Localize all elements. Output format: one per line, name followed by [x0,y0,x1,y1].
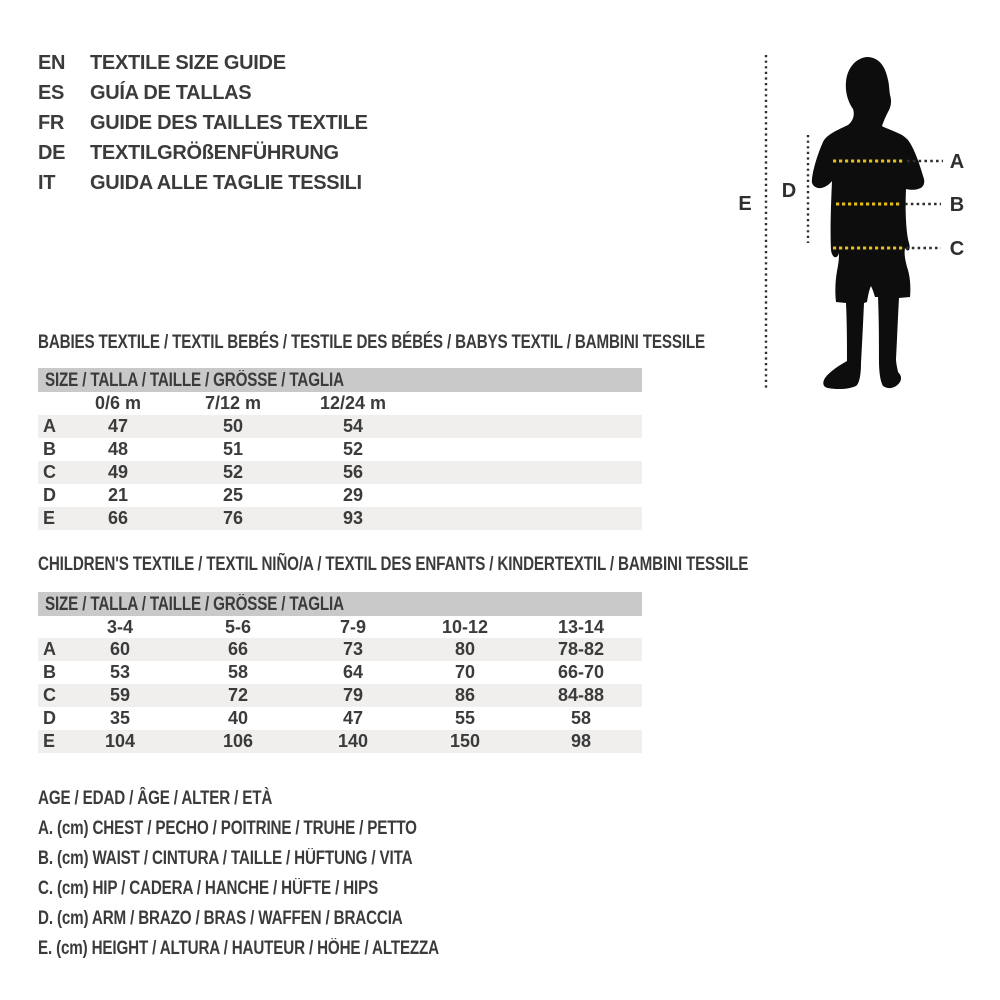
language-label: GUIDE DES TAILLES TEXTILE [90,112,368,134]
column-header: 7/12 m [204,393,262,413]
language-label: GUÍA DE TALLAS [90,82,252,104]
table-cell: 40 [227,708,249,728]
column-header: 13-14 [557,617,605,637]
children-size-table [38,592,642,754]
legend-age-text: AGE / EDAD / ÂGE / ALTER / ETÀ [38,788,273,809]
table-cell: 73 [342,639,364,659]
size-header-bar [38,592,642,616]
table-cell: 56 [342,462,364,482]
children-section-title [38,555,926,575]
table-cell: 70 [454,662,476,682]
table-cell: 54 [342,416,364,436]
column-header-row [38,392,642,415]
table-cell: 79 [342,685,364,705]
table-cell: 59 [109,685,131,705]
measurement-figure [728,43,978,408]
table-row [38,684,642,707]
legend-item-text: C. (cm) HIP / CADERA / HANCHE / HÜFTE / HIPS [38,878,379,899]
language-label: TEXTILE SIZE GUIDE [90,52,286,74]
table-cell: 84-88 [557,685,605,705]
legend-item [38,904,539,934]
language-label: TEXTILGRÖßENFÜHRUNG [90,142,339,164]
language-row [38,108,368,138]
legend-item-text: D. (cm) ARM / BRAZO / BRAS / WAFFEN / BRACCIA [38,908,403,929]
table-cell: 60 [109,639,131,659]
table-cell: 76 [222,508,244,528]
table-cell: 47 [342,708,364,728]
table-cell: 25 [222,485,244,505]
size-header-label: SIZE / TALLA / TAILLE / GRÖSSE / TAGLIA [45,594,344,615]
table-cell: 80 [454,639,476,659]
table-cell: 78-82 [557,639,605,659]
legend-item [38,874,539,904]
table-cell: 106 [222,731,254,751]
table-cell: 64 [342,662,364,682]
row-label: A [43,416,56,436]
language-label: GUIDA ALLE TAGLIE TESSILI [90,172,362,194]
chest-label: A [949,151,965,173]
size-header-label: SIZE / TALLA / TAILLE / GRÖSSE / TAGLIA [45,370,344,391]
table-cell: 35 [109,708,131,728]
legend-item-text: E. (cm) HEIGHT / ALTURA / HAUTEUR / HÖHE / ALTEZZA [38,938,439,959]
column-header: 7-9 [339,617,367,637]
row-label: D [43,485,56,505]
column-header: 12/24 m [319,393,387,413]
table-cell: 93 [342,508,364,528]
table-cell: 52 [342,439,364,459]
table-cell: 66 [107,508,129,528]
table-cell: 58 [570,708,592,728]
table-cell: 140 [337,731,369,751]
table-row [38,438,642,461]
legend-age-line [38,784,539,814]
babies-size-table [38,368,642,531]
table-cell: 47 [107,416,129,436]
children-section-title-text: CHILDREN'S TEXTILE / TEXTIL NIÑO/A / TEXTIL DES ENFANTS / KINDERTEXTIL / BAMBINI TESSILE [38,554,749,575]
language-row [38,78,368,108]
legend-item [38,844,539,874]
table-row [38,507,642,530]
table-cell: 49 [107,462,129,482]
language-code: DE [38,142,66,164]
table-row [38,484,642,507]
row-label: E [43,731,56,751]
hip-label: C [949,238,965,260]
legend-item-text: A. (cm) CHEST / PECHO / POITRINE / TRUHE / PETTO [38,818,417,839]
table-row [38,638,642,661]
table-row [38,661,642,684]
language-row [38,48,368,78]
column-header: 10-12 [441,617,489,637]
legend-item [38,934,539,964]
table-cell: 150 [449,731,481,751]
column-header: 3-4 [106,617,134,637]
table-cell: 21 [107,485,129,505]
language-code: FR [38,112,65,134]
size-header-bar [38,368,642,392]
table-row [38,707,642,730]
table-cell: 53 [109,662,131,682]
table-cell: 51 [222,439,244,459]
column-header-row [38,616,642,639]
language-list [38,48,368,198]
row-label: A [43,639,56,659]
language-row [38,168,368,198]
row-label: D [43,708,56,728]
table-cell: 50 [222,416,244,436]
babies-section-title-text: BABIES TEXTILE / TEXTIL BEBÉS / TESTILE DES BÉBÉS / BABYS TEXTIL / BAMBINI TESSILE [38,332,706,353]
table-cell: 48 [107,439,129,459]
table-cell: 29 [342,485,364,505]
language-code: IT [38,172,56,194]
language-code: EN [38,52,66,74]
table-row [38,415,642,438]
table-cell: 55 [454,708,476,728]
table-cell: 86 [454,685,476,705]
babies-section-title [38,333,872,353]
arm-label: D [781,180,797,202]
row-label: C [43,462,56,482]
row-label: E [43,508,56,528]
language-row [38,138,368,168]
table-cell: 58 [227,662,249,682]
table-cell: 52 [222,462,244,482]
table-row [38,461,642,484]
table-row [38,730,642,753]
table-cell: 104 [104,731,136,751]
table-cell: 72 [227,685,249,705]
column-header: 0/6 m [94,393,142,413]
legend-item-text: B. (cm) WAIST / CINTURA / TAILLE / HÜFTUNG / VITA [38,848,413,869]
legend-item [38,814,539,844]
language-code: ES [38,82,65,104]
row-label: B [43,662,56,682]
column-header: 5-6 [224,617,252,637]
height-label: E [738,193,752,215]
row-label: B [43,439,56,459]
row-label: C [43,685,56,705]
waist-label: B [949,194,965,216]
table-cell: 66-70 [557,662,605,682]
measurement-legend [38,784,539,964]
table-cell: 98 [570,731,592,751]
table-cell: 66 [227,639,249,659]
